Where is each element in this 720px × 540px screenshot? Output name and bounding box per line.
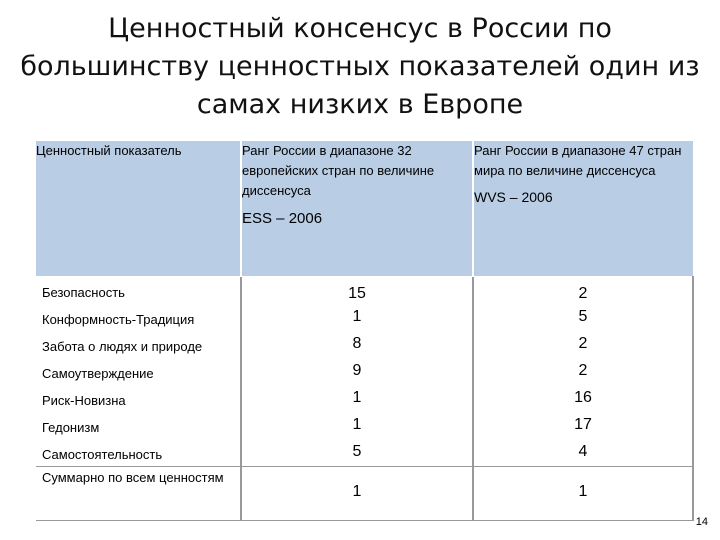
row-wvs-rank: 4 (473, 439, 693, 466)
row-ess-rank: 1 (241, 412, 473, 439)
row-name: Самоутверждение (42, 366, 154, 381)
row-name: Самостоятельность (42, 447, 163, 462)
table-row (36, 358, 693, 385)
table-row (36, 304, 693, 331)
row-ess-rank: 1 (241, 385, 473, 412)
row-ess-rank: 8 (241, 331, 473, 358)
row-name: Безопасность (42, 284, 125, 300)
row-wvs-rank: 5 (473, 304, 693, 331)
header-ess-label: Ранг России в диапазоне 32 европейских стран по величине диссенсуса (242, 143, 435, 198)
slide-title: Ценностный консенсус в России по большинству ценностных показателей один из самах низких в Европе (20, 13, 700, 120)
row-ess-rank: 1 (241, 466, 473, 520)
row-wvs-rank: 2 (473, 276, 693, 304)
row-name: Забота о людях и природе (42, 339, 203, 354)
row-ess-rank: 9 (241, 358, 473, 385)
header-wvs-label: Ранг России в диапазоне 47 стран мира по величине диссенсуса (474, 143, 682, 178)
row-name: Гедонизм (42, 420, 100, 435)
row-name: Конформность-Традиция (42, 312, 195, 327)
table-row (36, 331, 693, 358)
header-ess-survey: ESS – 2006 (242, 210, 323, 227)
row-name: Риск-Новизна (42, 393, 126, 408)
row-ess-rank: 15 (241, 276, 473, 304)
row-wvs-rank: 2 (473, 331, 693, 358)
values-table (36, 141, 694, 521)
row-wvs-rank: 2 (473, 358, 693, 385)
row-ess-rank: 1 (241, 304, 473, 331)
row-ess-rank: 5 (241, 439, 473, 466)
table-header-row (36, 141, 693, 276)
header-wvs (473, 141, 693, 276)
row-wvs-rank: 1 (473, 466, 693, 520)
table-row (36, 439, 693, 466)
row-wvs-rank: 16 (473, 385, 693, 412)
header-ess (241, 141, 473, 276)
page-number: 14 (695, 516, 708, 528)
row-wvs-rank: 17 (473, 412, 693, 439)
header-wvs-survey: WVS – 2006 (474, 189, 553, 205)
table-row (36, 276, 693, 304)
header-indicator (36, 141, 241, 276)
header-indicator-label: Ценностный показатель (36, 143, 182, 158)
table-row (36, 385, 693, 412)
table-row (36, 412, 693, 439)
table-row-total (36, 466, 693, 520)
row-name: Суммарно по всем ценностям (36, 466, 241, 520)
